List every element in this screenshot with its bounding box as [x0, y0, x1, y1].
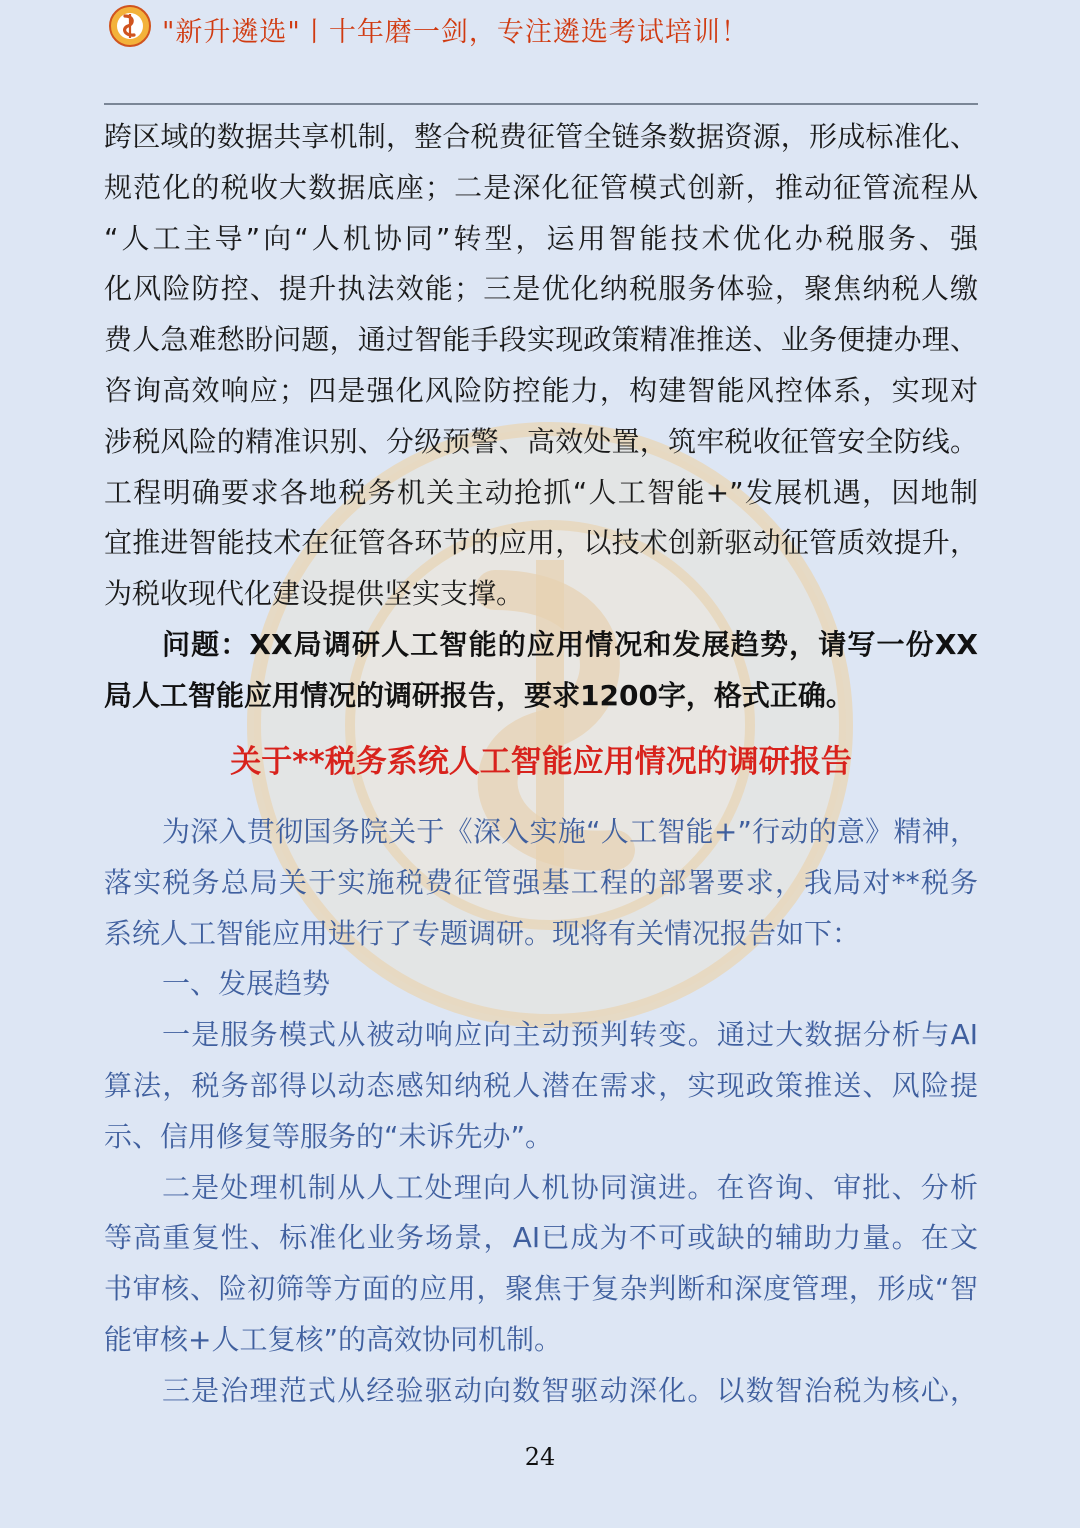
section-heading: 一、发展趋势 — [162, 967, 331, 1001]
body-line: 咨询高效响应；四是强化风险防控能力，构建智能风控体系，实现对 — [104, 373, 978, 407]
body-section — [104, 112, 978, 722]
report-line: 为深入贯彻国务院关于《深入实施“人工智能+”行动的意》精神， — [162, 815, 978, 848]
report-line: 能审核+人工复核”的高效协同机制。 — [104, 1322, 562, 1356]
report-line: 一是服务模式从被动响应向主动预判转变。通过大数据分析与AI — [162, 1018, 978, 1052]
report-body — [104, 807, 978, 1417]
report-line: 落实税务总局关于实施税费征管强基工程的部署要求，我局对**税务 — [104, 865, 978, 899]
report-line: 等高重复性、标准化业务场景，AI已成为不可或缺的辅助力量。在文 — [104, 1221, 978, 1255]
header-slogan: "新升遴选"丨十年磨一剑，专注遴选考试培训！ — [162, 17, 749, 48]
body-line: 费人急难愁盼问题，通过智能手段实现政策精准推送、业务便捷办理、 — [104, 323, 978, 357]
question-line: 局人工智能应用情况的调研报告，要求1200字，格式正确。 — [104, 678, 854, 712]
body-line: 宜推进智能技术在征管各环节的应用，以技术创新驱动征管质效提升， — [104, 526, 978, 560]
body-line: 涉税风险的精准识别、分级预警、高效处置，筑牢税收征管安全防线。 — [104, 424, 978, 458]
report-line: 二是处理机制从人工处理向人机协同演进。在咨询、审批、分析 — [162, 1170, 978, 1204]
xinsheng-logo-icon — [108, 4, 152, 48]
question-line: 问题：XX局调研人工智能的应用情况和发展趋势，请写一份XX — [162, 627, 978, 661]
report-line: 书审核、险初筛等方面的应用，聚焦于复杂判断和深度管理，形成“智 — [104, 1272, 978, 1306]
body-line: 为税收现代化建设提供坚实支撑。 — [104, 577, 525, 611]
header-divider — [104, 103, 978, 105]
body-line: “人工主导”向“人机协同”转型，运用智能技术优化办税服务、强 — [104, 221, 978, 255]
report-line: 三是治理范式从经验驱动向数智驱动深化。以数智治税为核心， — [162, 1373, 978, 1407]
page-number: 24 — [524, 1443, 556, 1471]
body-line: 跨区域的数据共享机制，整合税费征管全链条数据资源，形成标准化、 — [104, 120, 978, 153]
body-line: 规范化的税收大数据底座；二是深化征管模式创新，推动征管流程从 — [104, 170, 978, 204]
report-line: 示、信用修复等服务的“未诉先办”。 — [104, 1119, 554, 1153]
report-title: 关于**税务系统人工智能应用情况的调研报告 — [230, 744, 852, 780]
report-line: 系统人工智能应用进行了专题调研。现将有关情况报告如下： — [104, 916, 861, 950]
body-line: 工程明确要求各地税务机关主动抢抓“人工智能+”发展机遇，因地制 — [104, 475, 978, 509]
body-line: 化风险防控、提升执法效能；三是优化纳税服务体验，聚焦纳税人缴 — [104, 272, 978, 306]
report-line: 算法，税务部得以动态感知纳税人潜在需求，实现政策推送、风险提 — [104, 1068, 978, 1102]
